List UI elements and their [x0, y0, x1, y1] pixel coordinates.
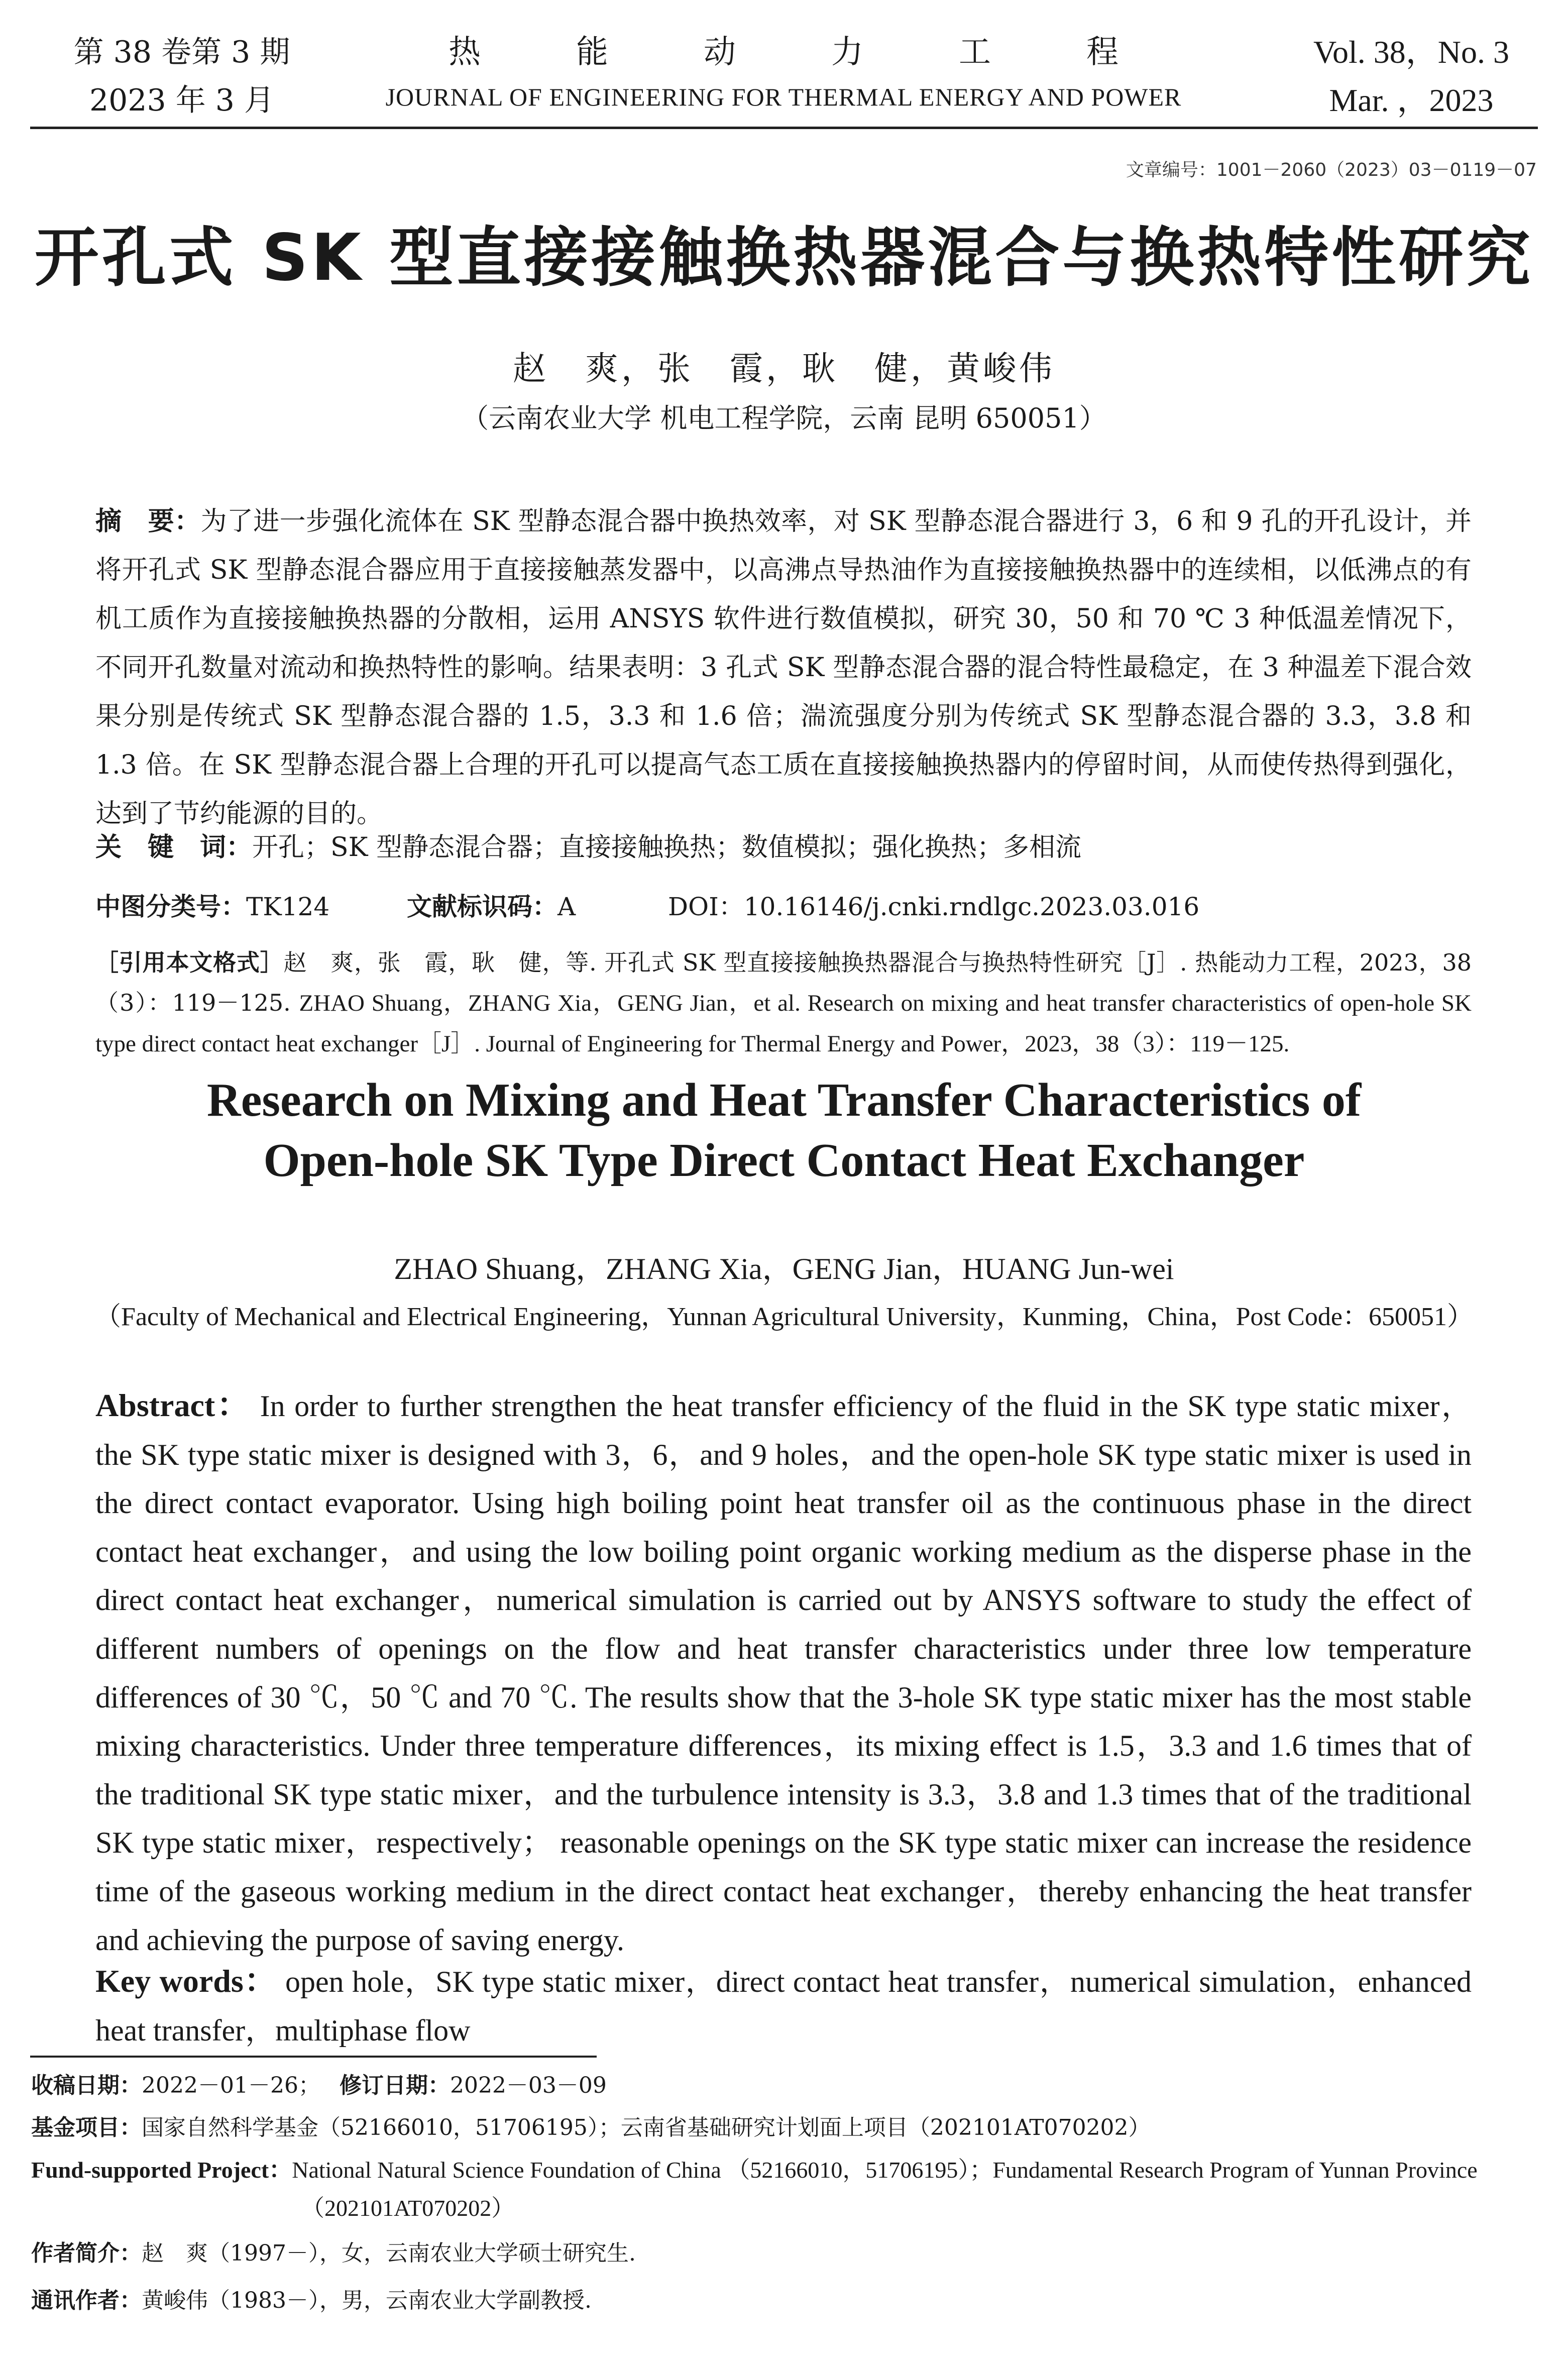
footnote-fund-en [31, 2150, 1538, 2191]
citation [95, 942, 1472, 1064]
doc-code-value: A [557, 892, 576, 921]
classification-row [95, 884, 1472, 929]
corresponding-value: 黄峻伟（1983－），男，云南农业大学副教授. [142, 2288, 592, 2313]
doi: DOI：10.16146/j.cnki.rndlgc.2023.03.016 [668, 892, 1200, 921]
fund-en-label: Fund-supported Project： [31, 2157, 292, 2183]
affiliation-cn: （云南农业大学 机电工程学院，云南 昆明 650051） [462, 402, 1106, 434]
abstract-cn-text: 为了进一步强化流体在 SK 型静态混合器中换热效率，对 SK 型静态混合器进行 3，6 和 9 孔的开孔设计，并将开孔式 SK 型静态混合器应用于直接接触蒸发器中，以高沸点导热油作为直接接触换热器中的连续相，以低沸点的有机工质作为直接接触换热器的分散相，运用 ANSYS 软件进行数值模拟，研究 30，50 和 70 ℃ 3 种低温差情况下，不同开孔数量对流动和换热特性的影响。结果表明：3 孔式 SK 型静态混合器的混合特性最稳定，在 3 种温差下混合效果分别是传统式 SK 型静态混合器的 1.5，3.3 和 1.6 倍；湍流强度分别为传统式 SK 型静态混合器的 3.3，3.8 和 1.3 倍。在 SK 型静态混合器上合理的开孔可以提高气态工质在直接接触换热器内的停留时间，从而使传热得到强化，达到了节约能源的目的。 [95, 506, 1472, 829]
revised-value: 2022－03－09 [450, 2073, 607, 2098]
fund-en-value: National Natural Science Foundation of China （52166010，51706195）；Fundamental Research Program of Yunnan Province [292, 2157, 1478, 2183]
abstract-en-text: In order to further strengthen the heat transfer efficiency of the fluid in the SK type static mixer，the SK type static mixer is designed with 3，6，and 9 holes，and the open-hole SK type static mixer is used in the direct contact evaporator. Using high boiling point heat transfer oil as the continuous phase in the direct contact heat exchanger，and using the low boiling point organic working medium as the disperse phase in the direct contact heat exchanger，numerical simulation is carried out by ANSYS software to study the effect of different numbers of openings on the flow and heat transfer characteristics under three low temperature differences of 30 ℃，50 ℃ and 70 ℃. The results show that the 3-hole SK type static mixer has the most stable mixing characteristics. Under three temperature differences，its mixing effect is 1.5，3.3 and 1.6 times that of the traditional SK type static mixer，and the turbulence intensity is 3.3，3.8 and 1.3 times that of the traditional SK type static mixer，respectively； reasonable openings on the SK type static mixer can increase the residence time of the gaseous working medium in the direct contact heat exchanger，thereby enhancing the heat transfer and achieving the purpose of saving energy. [95, 1389, 1472, 1957]
title-en-line-2: Open-hole SK Type Direct Contact Heat Exchanger [263, 1134, 1305, 1187]
footnote-fund-en-continued [301, 2188, 1507, 2229]
fund-cn-label: 基金项目： [31, 2115, 142, 2140]
volume-en: Vol. 38，No. 3 [1313, 34, 1509, 70]
revised-label: 修订日期： [339, 2073, 450, 2098]
header-divider [30, 127, 1538, 129]
issue-number-cn: 第 38 卷第 3 期 [73, 35, 290, 70]
footnote-author [31, 2233, 1538, 2274]
citation-label: ［引用本文格式］ [95, 949, 284, 976]
header-volume [1286, 28, 1537, 125]
title-cn: 开孔式 SK 型直接接触换热器混合与换热特性研究 [34, 221, 1534, 295]
received-value: 2022－01－26； [142, 2073, 320, 2098]
received-label: 收稿日期： [31, 2073, 142, 2098]
footnote-dates [31, 2066, 1538, 2106]
journal-name-en: JOURNAL OF ENGINEERING FOR THERMAL ENERGY AND POWER [385, 83, 1182, 111]
abstract-cn-label: 摘 要： [95, 506, 201, 536]
abstract-cn [95, 497, 1472, 838]
affiliation-en: （Faculty of Mechanical and Electrical Engineering，Yunnan Agricultural University，Kunming，China，Post Code：650051） [95, 1303, 1473, 1331]
citation-text-en: ZHAO Shuang，ZHANG Xia，GENG Jian，et al. Research on mixing and heat transfer characteristics of open-hole SK type direct contact heat exchanger［J］. Journal of Engineering for Thermal Energy and Power，2023，38（3）：119－125. [95, 990, 1472, 1057]
author-label: 作者简介： [31, 2240, 142, 2266]
date-en: Mar. ，2023 [1329, 82, 1494, 118]
footnote-divider [30, 2056, 597, 2058]
authors-cn: 赵 爽，张 霞，耿 健，黄峻伟 [513, 349, 1055, 388]
keywords-en-text: open hole，SK type static mixer，direct contact heat transfer，numerical simulation，enhanced heat transfer，multiphase flow [95, 1965, 1472, 2047]
authors-en: ZHAO Shuang，ZHANG Xia，GENG Jian，HUANG Jun-wei [394, 1252, 1174, 1285]
doc-code-label: 文献标识码： [407, 892, 557, 921]
article-number: 文章编号：1001－2060（2023）03－0119－07 [1126, 160, 1537, 180]
author-value: 赵 爽（1997－），女，云南农业大学硕士研究生. [142, 2240, 636, 2266]
citation-text-cn: 赵 爽，张 霞，耿 健，等. 开孔式 SK 型直接接触换热器混合与换热特性研究［J］. 热能动力工程，2023，38（3）：119－125. [95, 949, 1472, 1016]
title-en-line-1: Research on Mixing and Heat Transfer Characteristics of [206, 1074, 1362, 1126]
keywords-en [95, 1957, 1472, 2055]
footnote-fund-cn [31, 2108, 1538, 2148]
header-journal [352, 28, 1215, 118]
header-issue [66, 28, 297, 125]
corresponding-label: 通讯作者： [31, 2288, 142, 2313]
fund-cn-value: 国家自然科学基金（52166010，51706195）；云南省基础研究计划面上项目（202101AT070202） [142, 2115, 1151, 2140]
keywords-cn [95, 825, 1472, 870]
keywords-cn-text: 开孔；SK 型静态混合器；直接接触换热；数值模拟；强化换热；多相流 [252, 832, 1082, 863]
journal-name-cn: 热能动力工程 [449, 34, 1214, 71]
clc-value: TK124 [246, 892, 330, 921]
issue-date-cn: 2023 年 3 月 [89, 83, 275, 118]
abstract-en [95, 1381, 1472, 1964]
title-en [0, 1070, 1568, 1191]
footnote-corresponding [31, 2281, 1538, 2321]
abstract-en-label: Abstract： [95, 1387, 251, 1423]
keywords-cn-label: 关 键 词： [95, 832, 253, 863]
clc-label: 中图分类号： [95, 892, 246, 921]
fund-en-value-2: （202101AT070202） [301, 2195, 515, 2221]
keywords-en-label: Key words： [95, 1963, 277, 1999]
